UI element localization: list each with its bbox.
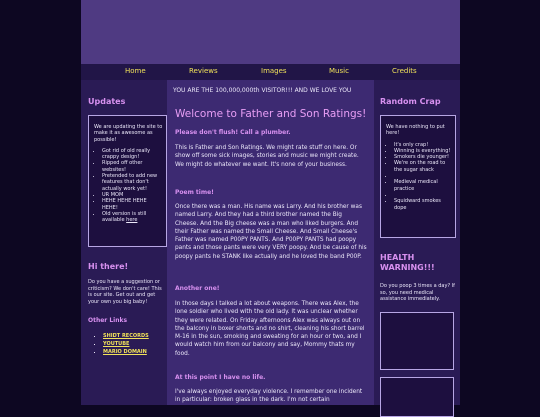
poem-paragraph: Once there was a man. His name was Larry. And his brother was named Larry. And they had a third brother named the Big Cheese. And the Big cheese was a man who liked burgers. And their Father was named the Small Cheese. And Small Cheese's Father was named P00PY PANTS. And P00PY PANTS had poopy pants and those pants were very VERY poopy. And be cause of his poopy pants he STANK like actually and he loved the band P00P. [175,204,367,260]
intro-paragraph: This is Father and Son Ratings. We might rate stuff on here. Or show off some sick images, stories and music we might create. We might do whatever we want. It's none of your business. [175,145,359,168]
mario-domain-link[interactable]: MARIO DOMAIN [103,349,147,355]
page-wrapper [81,0,460,405]
updates-item: • Got rid of old really crappy design! [102,148,163,161]
youtube-link[interactable]: YOUTUBE [103,341,130,347]
nav-bar [81,64,460,80]
other-link-item [103,332,149,340]
image-placeholder [380,312,454,370]
marquee-text: YOU ARE THE 100,000,000th VISITOR!!! AND WE LOVE YOU [173,87,352,94]
updates-item: • Ripped off other websites! [102,160,163,173]
random-crap-box [380,115,456,238]
page-title: Welcome to Father and Son Ratings! [175,108,367,120]
health-warning-heading: HEALTH WARNING!!! [380,253,435,272]
nav-images-link[interactable]: Images [261,67,287,75]
random-item: • It's only crap! [394,142,452,148]
shidt-records-link[interactable]: SHIDT RECORDS [103,333,149,339]
updates-box [88,115,167,247]
hi-there-heading: Hi there! [88,262,129,271]
other-link-item [103,348,149,356]
visitor-marquee [167,85,374,95]
life-paragraph: I've always enjoyed everyday violence. I remember one incident in particular: broken glass in the dark. I'm not certain [175,389,363,404]
left-sidebar [81,80,167,405]
main-content [167,80,374,405]
updates-item [102,211,163,224]
hi-there-text: Do you have a suggestion or criticism? We don't care! This is our site. Get out and get your own you big baby! [88,279,162,305]
subtitle: Please don't flush! Call a plumber. [175,129,291,136]
random-item: • Smokers die younger! [394,154,452,160]
updates-heading: Updates [88,97,126,106]
header-banner [81,0,460,64]
random-item: • Medieval medical practice [394,179,452,192]
updates-item: • Pretended to add new features that don't actually work yet! [102,173,163,192]
updates-item: • HEHE HEHE HEHE HEHE! [102,198,163,211]
nav-reviews-link[interactable]: Reviews [189,67,218,75]
another-paragraph: In those days I talked a lot about weapons. There was Alex, the lone soldier who lived with the old lady. It was unclear whether they were related. On Friday afternoons Alex was always out on the balcony in boxer shorts and no shirt, cleaning his short barrel M-16 in the sun, smoking and sweating for an hour or two, and I would watch him from our balcony and say, Mommy thats my food. [175,301,365,357]
nav-music-link[interactable]: Music [329,67,349,75]
random-item: • Winning is everything! [394,148,452,154]
health-warning-text: Do you poop 3 times a day? If so, you need medical assistance immediately. [380,283,455,302]
random-item: • We're on the road to the sugar shack [394,160,452,173]
life-heading: At this point I have no life. [175,374,266,381]
updates-item: • UR MOM [102,192,163,198]
random-crap-heading: Random Crap [380,97,441,106]
nav-credits-link[interactable]: Credits [392,67,417,75]
another-heading: Another one! [175,285,220,292]
random-intro: We have nothing to put here! [386,124,445,137]
updates-intro: We are updating the site to make it as awesome as possible! [94,124,163,143]
nav-home-link[interactable]: Home [125,67,146,75]
image-placeholder [380,377,454,417]
poem-heading: Poem time! [175,189,214,196]
random-item: • Squidward smokes dope [394,198,452,211]
updates-item-text: Old version is still available [102,210,147,224]
other-links-list [103,332,149,356]
other-link-item [103,340,149,348]
old-version-link[interactable]: here [126,217,138,224]
other-links-heading: Other Links [88,317,128,324]
updates-list [94,148,163,224]
right-sidebar [374,80,460,405]
random-list [386,142,452,211]
